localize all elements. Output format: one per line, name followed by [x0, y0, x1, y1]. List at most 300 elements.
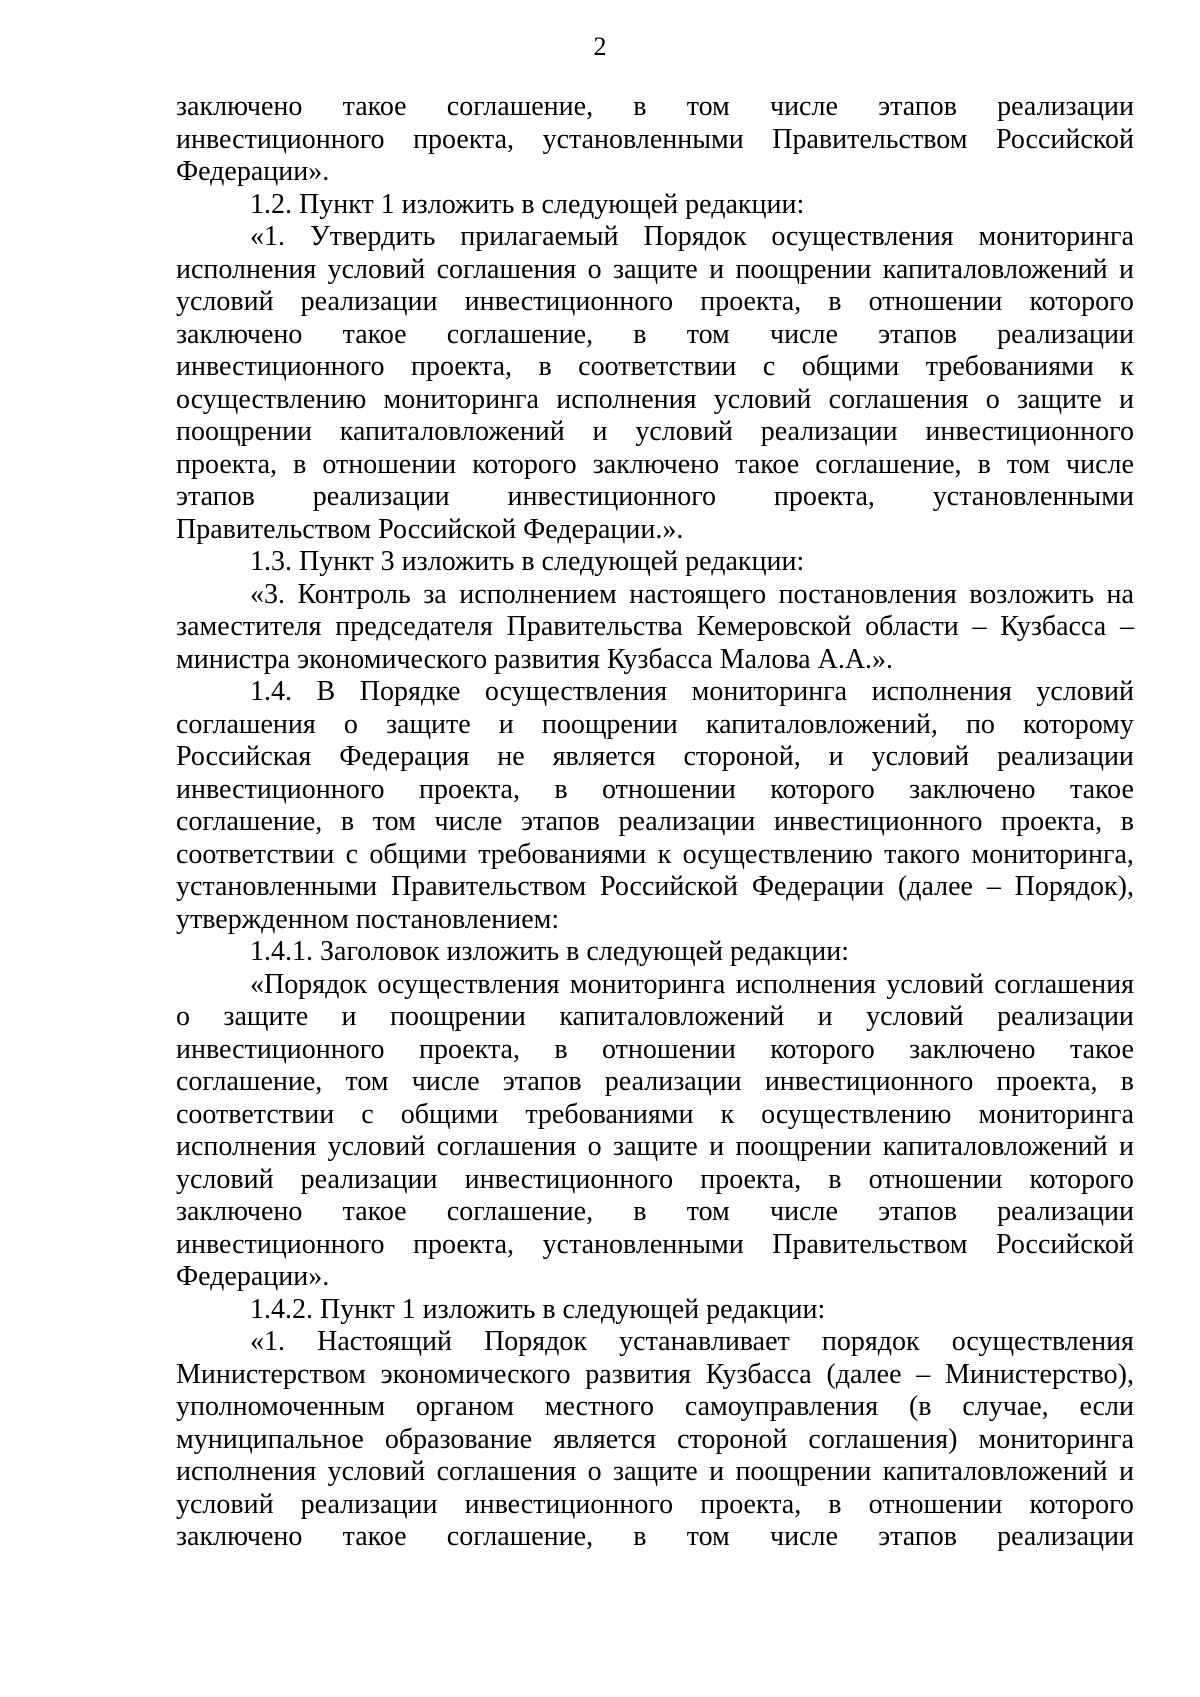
word: реализации: [997, 318, 1134, 350]
text-line: [176, 1326, 1134, 1359]
word: том: [345, 1066, 389, 1097]
word: в: [828, 1163, 842, 1195]
word: и: [1118, 383, 1134, 415]
word: такое: [735, 448, 800, 480]
word: соответствии: [578, 351, 737, 382]
word: этапов: [520, 806, 600, 837]
word: в: [340, 806, 355, 837]
word: осуществления: [377, 968, 560, 1000]
text-line: [176, 1489, 1134, 1522]
word: инвестиционного: [176, 123, 385, 155]
word: проекта,: [700, 1488, 802, 1520]
word: заключено: [176, 1196, 303, 1227]
line-text: Правительством Российской Федерации.».: [176, 513, 684, 545]
word: соглашения: [828, 383, 969, 415]
word: осуществлению: [176, 383, 367, 415]
word: о: [587, 253, 602, 285]
text-line: [176, 904, 1134, 937]
word: условий: [1036, 676, 1134, 707]
word: проекта,: [418, 1033, 520, 1065]
word: мониторинга: [383, 383, 539, 415]
text-line: [176, 1066, 1134, 1099]
word: –: [916, 1358, 931, 1390]
word: муниципальное: [176, 1423, 364, 1455]
word: которого: [1029, 286, 1134, 317]
word: такого: [884, 838, 961, 870]
word: этапов: [878, 91, 957, 122]
word: капиталовложений: [559, 1001, 785, 1032]
word: условий: [866, 1001, 964, 1032]
word: этапов: [878, 318, 957, 350]
word: уполномоченным: [176, 1391, 386, 1422]
word: в: [1120, 1066, 1134, 1097]
text-line: [176, 774, 1134, 807]
word: Кузбасса: [1000, 611, 1107, 642]
word: постановления: [778, 578, 957, 610]
word: Правительством: [772, 123, 968, 155]
text-line: [176, 1164, 1134, 1197]
text-line: [176, 1196, 1134, 1229]
document-body: [176, 91, 1134, 1554]
word: соглашение,: [446, 1521, 594, 1552]
word: соглашение,: [815, 448, 962, 480]
word: исполнения: [176, 253, 317, 285]
word: в: [293, 448, 307, 480]
word: этапов: [176, 481, 255, 512]
word: исполнения: [871, 676, 1012, 707]
word: «1.: [250, 221, 285, 252]
text-line: [176, 384, 1134, 417]
word: такое: [342, 91, 407, 122]
word: по: [965, 708, 995, 740]
word: мониторинга: [691, 676, 848, 707]
word: Утвердить: [309, 221, 436, 252]
line-text: 1.4.2. Пункт 1 изложить в следующей редакции:: [250, 1293, 826, 1325]
text-line: [176, 254, 1134, 287]
word: исполнением: [459, 578, 617, 610]
word: в: [633, 318, 647, 350]
word: и: [498, 708, 514, 740]
word: в: [633, 1196, 647, 1227]
word: отношении: [868, 1163, 1003, 1195]
word: инвестиционного: [764, 1066, 974, 1097]
word: которому: [1023, 708, 1134, 740]
text-line: [176, 1294, 1134, 1327]
word: в: [554, 773, 568, 805]
word: порядок: [821, 1326, 920, 1357]
word: проекта,: [700, 286, 802, 317]
line-text: 1.2. Пункт 1 изложить в следующей редакции:: [250, 188, 805, 220]
word: В: [316, 676, 336, 707]
word: защите: [613, 1456, 698, 1487]
text-line: [176, 189, 1134, 222]
word: числе: [769, 1521, 838, 1552]
word: реализации: [300, 1488, 438, 1520]
line-text: министра экономического развития Кузбасса Малова А.А.».: [176, 643, 894, 675]
word: «3.: [250, 578, 285, 610]
word: Федерация: [339, 741, 470, 772]
word: к: [1120, 351, 1134, 382]
word: случае,: [962, 1391, 1049, 1422]
word: о: [176, 1001, 190, 1032]
text-line: [176, 416, 1134, 449]
text-line: [176, 676, 1134, 709]
word: том: [372, 806, 416, 837]
word: том: [686, 1521, 730, 1552]
word: соглашение,: [176, 1066, 323, 1097]
word: органом: [415, 1391, 514, 1422]
word: мониторинга,: [971, 838, 1134, 870]
word: числе: [434, 806, 503, 837]
word: числе: [769, 1196, 838, 1227]
word: числе: [411, 1066, 480, 1097]
word: о: [587, 1456, 602, 1487]
word: Правительством: [391, 871, 587, 902]
word: которого: [472, 448, 577, 480]
word: требованиями: [478, 838, 647, 870]
word: и: [709, 1456, 725, 1487]
word: соглашение,: [446, 1196, 594, 1227]
word: Правительством: [772, 1228, 968, 1260]
word: исполнения: [556, 383, 697, 415]
word: отношении: [602, 1033, 736, 1065]
word: том: [686, 318, 730, 350]
text-line: [176, 221, 1134, 254]
word: защите: [385, 708, 471, 740]
word: поощрении: [389, 1001, 526, 1032]
word: инвестиционного: [464, 286, 674, 317]
word: «1.: [250, 1326, 285, 1357]
word: соглашение,: [446, 91, 594, 122]
word: к: [657, 838, 672, 870]
word: исполнения: [176, 1456, 317, 1487]
text-line: [176, 1001, 1134, 1034]
word: инвестиционного: [507, 481, 717, 512]
word: поощрении: [735, 1456, 872, 1487]
word: проекта,: [773, 481, 875, 512]
word: реализации: [997, 1196, 1134, 1227]
text-line: [176, 579, 1134, 612]
word: отношении: [868, 1488, 1003, 1520]
word: такое: [342, 1196, 407, 1227]
text-line: [176, 124, 1134, 157]
word: отношении: [868, 286, 1003, 317]
word: заключено: [592, 448, 720, 480]
word: условий: [176, 286, 274, 317]
word: мониторинга: [978, 1423, 1134, 1455]
text-line: [176, 1521, 1134, 1554]
word: инвестиционного: [925, 416, 1134, 447]
word: развития: [585, 1358, 692, 1390]
text-line: [176, 1034, 1134, 1067]
text-line: [176, 839, 1134, 872]
word: –: [972, 611, 987, 642]
word: проекта,: [413, 123, 515, 155]
word: в: [828, 1488, 842, 1520]
word: числе: [1066, 448, 1134, 480]
word: защите: [613, 253, 698, 285]
text-line: [176, 1359, 1134, 1392]
word: в: [828, 286, 842, 317]
word: такое: [342, 318, 407, 350]
word: «Порядок: [250, 968, 367, 1000]
word: условий: [176, 1163, 274, 1195]
word: реализации: [300, 1163, 438, 1195]
word: этапов: [502, 1066, 582, 1097]
word: условий: [176, 1488, 274, 1520]
word: на: [1106, 578, 1134, 610]
word: общими: [369, 838, 467, 870]
line-text: 1.3. Пункт 3 изложить в следующей редакции:: [250, 546, 805, 577]
word: капиталовложений: [339, 416, 565, 447]
text-line: [176, 351, 1134, 384]
word: с: [361, 1098, 374, 1130]
word: которого: [770, 1033, 875, 1065]
word: проекта,: [411, 351, 512, 382]
word: проекта,: [418, 773, 520, 805]
word: соответствии: [176, 838, 335, 870]
word: общими: [801, 351, 900, 382]
word: поощрении: [735, 1131, 872, 1162]
word: Федерации: [751, 871, 885, 902]
word: и: [828, 741, 844, 772]
word: к: [720, 1098, 735, 1130]
word: инвестиционного: [176, 773, 385, 805]
word: установленными: [542, 123, 744, 155]
word: соглашения: [436, 1456, 577, 1487]
word: том: [1006, 448, 1050, 480]
word: Российской: [995, 1228, 1134, 1260]
word: условий: [886, 968, 984, 1000]
word: в: [633, 91, 647, 122]
word: реализации: [760, 416, 898, 447]
word: осуществления: [951, 1326, 1134, 1357]
word: и: [1119, 1131, 1134, 1162]
word: и: [592, 416, 608, 447]
word: и: [1119, 253, 1134, 285]
word: условий: [635, 416, 733, 447]
word: местного: [544, 1391, 655, 1422]
word: реализации: [618, 806, 756, 837]
word: том: [686, 91, 730, 122]
word: соглашения): [808, 1423, 958, 1455]
word: Контроль: [297, 578, 411, 610]
word: условий: [713, 383, 812, 415]
word: является: [552, 741, 656, 772]
text-line: [176, 546, 1134, 579]
text-line: [176, 1391, 1134, 1424]
word: исполнения: [735, 968, 876, 1000]
word: соглашения: [994, 968, 1134, 1000]
word: общими: [400, 1098, 499, 1130]
page-number: 2: [593, 32, 607, 61]
word: мониторинга: [978, 221, 1134, 252]
word: которого: [1029, 1163, 1134, 1195]
word: (далее: [826, 1358, 902, 1390]
word: и: [817, 1001, 833, 1032]
word: проекта,: [700, 1163, 802, 1195]
word: осуществления: [484, 676, 668, 707]
word: прилагаемый: [460, 221, 619, 252]
word: инвестиционного: [176, 1228, 385, 1260]
text-line: [176, 871, 1134, 904]
word: Министерство),: [945, 1358, 1134, 1390]
word: которого: [770, 773, 875, 805]
word: мониторинга: [978, 1098, 1134, 1130]
text-line: [176, 91, 1134, 124]
word: возложить: [969, 578, 1094, 610]
word: Порядок: [484, 1326, 588, 1357]
text-line: [176, 1099, 1134, 1132]
word: Порядке: [359, 676, 461, 707]
word: инвестиционного: [773, 806, 983, 837]
word: и: [709, 253, 725, 285]
text-line: [176, 514, 1134, 547]
word: о: [587, 1131, 602, 1162]
word: Российской: [599, 871, 738, 902]
word: экономического: [380, 1358, 571, 1390]
word: осуществления: [771, 221, 954, 252]
word: поощрении: [541, 708, 678, 740]
text-line: [176, 1456, 1134, 1489]
word: соглашения: [436, 253, 577, 285]
text-line: [176, 1131, 1134, 1164]
word: образование: [384, 1423, 533, 1455]
text-line: [176, 286, 1134, 319]
word: осуществлению: [682, 838, 873, 870]
word: исполнения: [176, 1131, 317, 1162]
word: соглашение,: [446, 318, 594, 350]
word: Правительства: [506, 611, 683, 642]
word: соглашение,: [176, 806, 323, 837]
word: защите: [1016, 383, 1102, 415]
word: Настоящий: [317, 1326, 452, 1357]
word: капиталовложений: [882, 1131, 1108, 1162]
word: реализации: [300, 286, 438, 317]
word: установленными: [542, 1228, 744, 1260]
word: инвестиционного: [176, 1033, 385, 1065]
word: заключено: [176, 318, 303, 350]
word: инвестиционного: [464, 1163, 674, 1195]
text-line: [176, 1229, 1134, 1262]
word: такое: [1069, 773, 1134, 805]
word: поощрении: [735, 253, 872, 285]
word: требованиями: [525, 1098, 694, 1130]
word: с: [762, 351, 776, 382]
word: устанавливает: [619, 1326, 790, 1357]
word: инвестиционного: [176, 351, 385, 382]
word: реализации: [312, 481, 450, 512]
word: в: [633, 1521, 647, 1552]
word: этапов: [878, 1196, 957, 1227]
word: в: [538, 351, 552, 382]
word: соглашения: [436, 1131, 577, 1162]
word: заключено: [176, 91, 303, 122]
word: соглашения: [176, 708, 316, 740]
text-line: [176, 1261, 1134, 1294]
word: проекта,: [413, 1228, 515, 1260]
word: заключено: [909, 773, 1036, 805]
word: в: [554, 1033, 568, 1065]
word: реализации: [604, 1066, 742, 1097]
text-line: [176, 936, 1134, 969]
text-line: [176, 319, 1134, 352]
word: этапов: [878, 1521, 957, 1552]
word: реализации: [997, 91, 1134, 122]
word: установленными: [176, 871, 378, 902]
word: установленными: [932, 481, 1134, 512]
word: заместителя: [176, 611, 322, 642]
word: о: [985, 383, 1000, 415]
word: поощрении: [176, 416, 312, 447]
word: за: [423, 578, 447, 610]
text-line: [176, 969, 1134, 1002]
word: –: [1119, 611, 1134, 642]
word: отношении: [322, 448, 457, 480]
word: самоуправления: [684, 1391, 879, 1422]
word: условий: [327, 1131, 426, 1162]
word: капиталовложений,: [705, 708, 938, 740]
word: условий: [327, 253, 426, 285]
word: является: [553, 1423, 657, 1455]
word: проекта,: [176, 448, 277, 480]
text-line: [176, 741, 1134, 774]
word: Российской: [995, 123, 1134, 155]
text-line: [176, 709, 1134, 742]
word: и: [341, 1001, 357, 1032]
word: условий: [871, 741, 970, 772]
word: такое: [342, 1521, 407, 1552]
word: мониторинга: [569, 968, 726, 1000]
word: соответствии: [176, 1098, 335, 1130]
word: настоящего: [629, 578, 767, 610]
word: числе: [769, 318, 838, 350]
word: 1.4.: [250, 676, 292, 707]
word: реализации: [997, 1521, 1134, 1552]
word: капиталовложений: [882, 253, 1108, 285]
line-text: 1.4.1. Заголовок изложить в следующей редакции:: [250, 936, 850, 967]
word: Российская: [176, 741, 312, 772]
word: области: [865, 611, 959, 642]
word: реализации: [997, 1001, 1134, 1032]
word: стороной,: [683, 741, 801, 772]
word: заключено: [176, 1521, 303, 1552]
text-line: [176, 611, 1134, 644]
word: стороной: [677, 1423, 788, 1455]
text-line: [176, 644, 1134, 677]
word: осуществлению: [761, 1098, 952, 1130]
word: реализации: [997, 741, 1134, 772]
word: Порядок),: [1014, 871, 1134, 902]
text-line: [176, 449, 1134, 482]
line-text: Федерации».: [176, 1261, 330, 1292]
word: требованиями: [925, 351, 1094, 382]
word: –: [986, 871, 1001, 902]
word: капиталовложений: [882, 1456, 1108, 1487]
word: проекта,: [1001, 806, 1103, 837]
text-line: [176, 806, 1134, 839]
word: защите: [613, 1131, 698, 1162]
word: условий: [327, 1456, 426, 1487]
word: Кемеровской: [696, 611, 852, 642]
word: которого: [1029, 1488, 1134, 1520]
word: числе: [769, 91, 838, 122]
word: такое: [1069, 1033, 1134, 1065]
text-line: [176, 156, 1134, 189]
text-line: [176, 481, 1134, 514]
word: Кузбасса: [705, 1358, 812, 1390]
text-line: [176, 1424, 1134, 1457]
